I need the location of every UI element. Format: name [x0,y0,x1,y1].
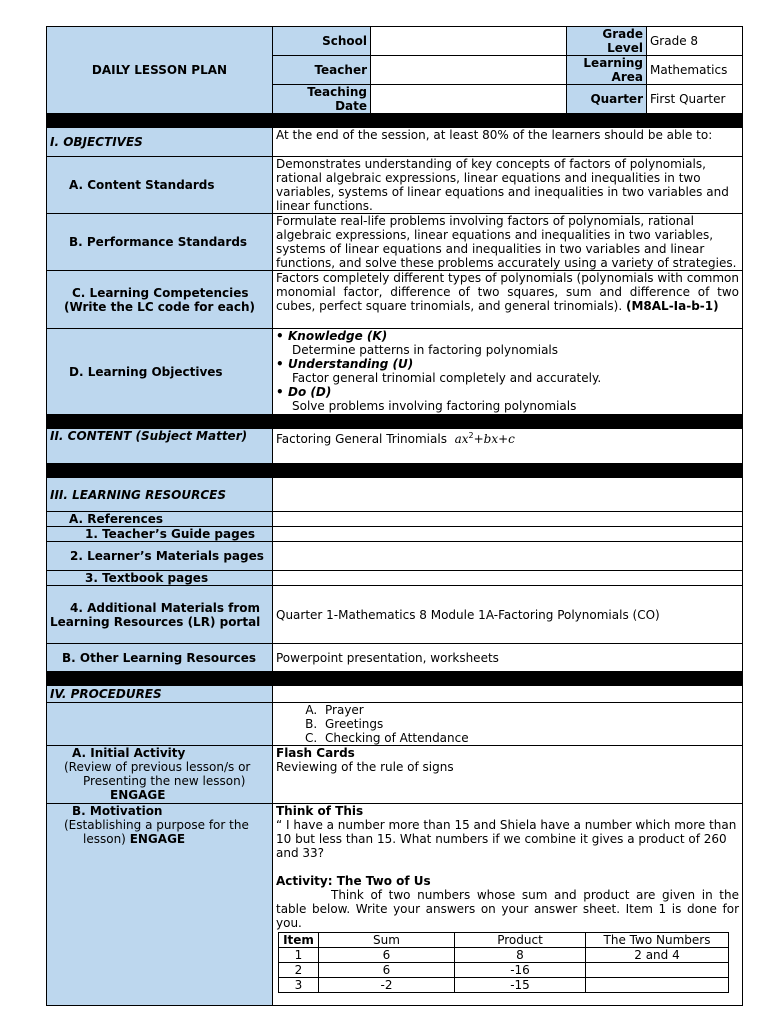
performance-standards-label: B. Performance Standards [47,214,273,271]
quarter-label: Quarter [567,85,647,114]
think-title: Think of This [276,804,364,818]
additional-materials-label-2: Learning Resources (LR) portal [50,614,261,629]
table-header-two-numbers: The Two Numbers [586,933,729,948]
understanding-text: Factor general trinomial completely and accurately. [292,371,602,385]
initial-activity-cell [47,746,273,804]
procedures-heading: IV. PROCEDURES [47,686,273,703]
content-heading: II. CONTENT (Subject Matter) [47,429,273,464]
initial-activity-content [273,746,743,804]
preliminary-item: A. Prayer [321,703,739,717]
grade-level-label: Grade Level [567,27,647,56]
learners-materials-label: 2. Learner’s Materials pages [47,542,273,571]
table-header-sum: Sum [319,933,455,948]
learning-objectives-label: D. Learning Objectives [47,329,273,415]
motivation-engage: ENGAGE [129,832,186,846]
motivation-cell [47,804,273,1006]
section-divider [47,114,743,128]
quarter-value: First Quarter [647,85,743,114]
learning-competencies-label: C. Learning Competencies [72,285,249,300]
teacher-label: Teacher [273,56,371,85]
initial-activity-label: A. Initial Activity [72,746,186,760]
teachers-guide-value [273,527,743,542]
knowledge-text: Determine patterns in factoring polynomials [292,343,559,357]
teachers-guide-label: 1. Teacher’s Guide pages [47,527,273,542]
lesson-plan-table [46,26,743,1006]
content-formula-exponent: 2 [468,431,474,440]
content-standards-text: Demonstrates understanding of key concepts of factors of polynomials, rational algebraic expressions, linear equations and inequalities in two variables, systems of linear equations and inequalities in two variables and linear functions. [273,157,743,214]
learning-competencies-cell [47,271,273,329]
motivation-sub-1: (Establishing a purpose for the [64,818,249,832]
resources-heading: III. LEARNING RESOURCES [47,478,273,512]
learning-competencies-cell-text [273,271,743,329]
initial-activity-sub-2: Presenting the new lesson) [83,774,246,788]
section-divider [47,464,743,478]
learning-objectives-cell [273,329,743,415]
preliminaries-list [276,703,739,745]
motivation-label: B. Motivation [72,804,163,818]
resources-heading-value [273,478,743,512]
section-divider [47,415,743,429]
initial-activity-sub-1: (Review of previous lesson/s or [64,760,251,774]
lesson-plan-title: DAILY LESSON PLAN [47,27,273,114]
references-value [273,512,743,527]
preliminary-item: C. Checking of Attendance [321,731,739,745]
table-row: 2 6 -16 [279,963,729,978]
learning-objectives-list [276,329,739,413]
do-label: Do (D) [288,385,332,399]
preliminaries-cell [273,703,743,746]
content-standards-label: A. Content Standards [47,157,273,214]
table-row: 1 6 8 2 and 4 [279,948,729,963]
lc-code: (M8AL-Ia-b-1) [625,299,719,313]
references-label: A. References [47,512,273,527]
flash-cards-title: Flash Cards [276,746,355,760]
learning-area-label: Learning Area [567,56,647,85]
additional-materials-value: Quarter 1-Mathematics 8 Module 1A-Factoring Polynomials (CO) [273,586,743,644]
textbook-value [273,571,743,586]
content-text: Factoring General Trinomials [276,432,447,446]
content-formula-b: +bx+c [473,432,515,446]
do-text: Solve problems involving factoring polynomials [292,399,577,413]
preliminaries-label [47,703,273,746]
flash-cards-text: Reviewing of the rule of signs [276,760,454,774]
table-row: 3 -2 -15 [279,978,729,993]
think-text: “ I have a number more than 15 and Shiela have a number which more than 10 but less than 15. What numbers if we combine it gives a product of 260 and 33? [276,818,737,860]
teacher-field[interactable] [371,56,567,85]
grade-level-value: Grade 8 [647,27,743,56]
procedures-heading-value [273,686,743,703]
preliminary-item: B. Greetings [321,717,739,731]
additional-materials-cell [47,586,273,644]
motivation-sub-2: lesson) [83,832,126,846]
learning-competencies-text: Factors completely different types of polynomials (polynomials with common monomial factor, difference of two squares, sum and difference of two cubes, perfect square trinomials, and general trinomials). [276,271,739,313]
initial-activity-engage: ENGAGE [110,788,166,802]
teaching-date-label: Teaching Date [273,85,371,114]
table-header-product: Product [455,933,586,948]
learning-area-value: Mathematics [647,56,743,85]
learning-competencies-sublabel: (Write the LC code for each) [63,299,256,314]
section-divider [47,672,743,686]
understanding-label: Understanding (U) [288,357,414,371]
learners-materials-value [273,542,743,571]
table-header-item: Item [279,933,319,948]
motivation-content [273,804,743,1006]
sum-product-table [278,932,729,993]
teaching-date-field[interactable] [371,85,567,114]
additional-materials-label-1: 4. Additional Materials from [70,600,261,615]
knowledge-label: Knowledge (K) [288,329,388,343]
school-label: School [273,27,371,56]
textbook-label: 3. Textbook pages [47,571,273,586]
performance-standards-text: Formulate real-life problems involving factors of polynomials, rational algebraic expressions, linear equations and inequalities in two variables, systems of linear equations and inequalities in two variables and linear functions, and solve these problems accurately using a variety of strategies. [273,214,743,271]
school-field[interactable] [371,27,567,56]
objectives-intro: At the end of the session, at least 80% of the learners should be able to: [273,128,743,157]
content-formula-a: ax [454,432,469,446]
content-cell [273,429,743,464]
activity-title: Activity: The Two of Us [276,874,431,888]
objectives-heading: I. OBJECTIVES [47,128,273,157]
other-resources-label: B. Other Learning Resources [47,644,273,672]
other-resources-value: Powerpoint presentation, worksheets [273,644,743,672]
activity-text: Think of two numbers whose sum and product are given in the table below. Write your answers on your answer sheet. Item 1 is done for you. [276,888,739,930]
